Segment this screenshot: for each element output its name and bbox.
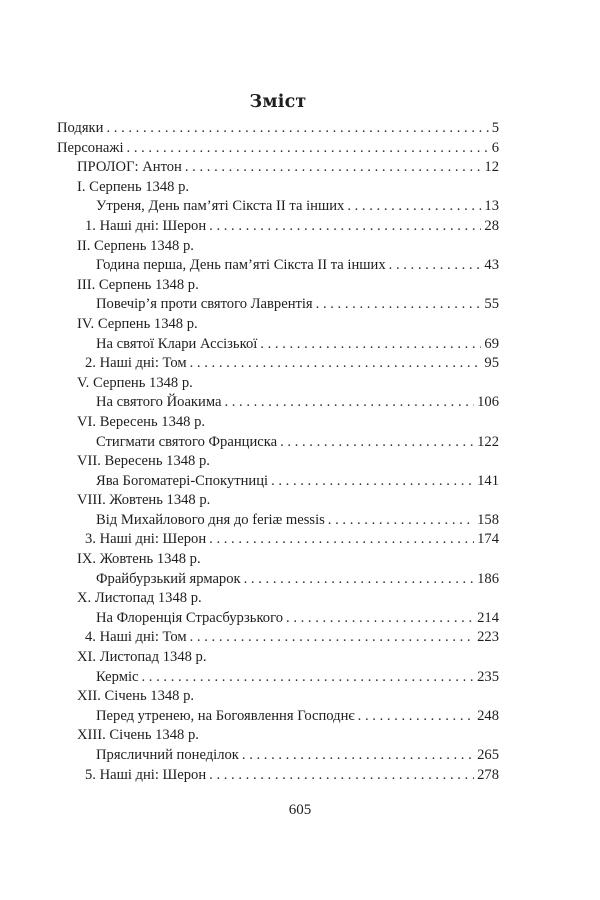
toc-entry: [57, 511, 499, 531]
toc-section-heading: [57, 178, 499, 198]
toc-entry: [57, 217, 499, 237]
toc-entry: [57, 609, 499, 629]
dot-leader: [185, 158, 482, 178]
toc-entry-label: Фрайбурзький ярмарок: [96, 570, 241, 587]
toc-entry-label: Персонажі: [57, 139, 124, 156]
page-title: Зміст: [249, 92, 307, 112]
toc-section-heading: [57, 550, 499, 570]
page-number: 605: [288, 802, 312, 818]
toc-entry-label: 4. Наші дні: Том: [85, 629, 187, 646]
toc-entry: [57, 393, 499, 413]
toc-entry: [57, 158, 499, 178]
toc-page: [57, 92, 499, 785]
toc-entry-label: VI. Вересень 1348 р.: [77, 413, 206, 430]
toc-entry: [57, 295, 499, 315]
toc-entry-label: На святої Клари Ассізької: [96, 335, 258, 352]
dot-leader: [316, 295, 482, 315]
toc-entry-label: Повечір’я проти святого Лаврентія: [96, 296, 313, 313]
toc-entry-page: 12: [484, 159, 499, 176]
toc-entry: [57, 530, 499, 550]
toc-entry: [57, 472, 499, 492]
dot-leader: [244, 570, 474, 590]
toc-entry-label: Подяки: [57, 120, 104, 136]
toc-section-heading: [57, 374, 499, 394]
toc-entry: [57, 746, 499, 766]
toc-entry-page: 69: [484, 335, 499, 352]
toc-entry-label: 5. Наші дні: Шерон: [85, 766, 207, 783]
toc-entry-label: III. Серпень 1348 р.: [77, 276, 199, 293]
toc-entry-label: VII. Вересень 1348 р.: [77, 453, 210, 470]
toc-entry-label: На святого Йоакима: [96, 394, 222, 411]
toc-entry-label: Прясличний понеділок: [96, 747, 239, 763]
toc-entry-page: 106: [477, 394, 499, 411]
dot-leader: [224, 393, 474, 413]
toc-entry: [57, 335, 499, 355]
toc-entry-label: Година перша, День пам’яті Сікста II та інших: [96, 257, 386, 274]
toc-entry: [57, 433, 499, 453]
toc-entry-label: IV. Серпень 1348 р.: [77, 315, 198, 332]
toc-entry-page: 28: [484, 217, 499, 234]
toc-entry: [57, 668, 499, 688]
toc-entry-label: На Флоренція Страсбурзького: [96, 609, 284, 626]
toc-entry: [57, 197, 499, 217]
toc-section-heading: [57, 237, 499, 257]
toc-entry-page: 235: [477, 668, 499, 685]
dot-leader: [106, 119, 488, 139]
toc-entry-page: 13: [484, 198, 499, 215]
toc-section-heading: [57, 413, 499, 433]
toc-entry-label: II. Серпень 1348 р.: [77, 237, 194, 254]
dot-leader: [209, 766, 474, 786]
toc-entry-label: 2. Наші дні: Том: [85, 355, 187, 372]
toc-entry-page: 5: [491, 120, 499, 136]
toc-entry-page: 214: [477, 609, 499, 626]
toc-entry-page: 223: [477, 629, 499, 646]
dot-leader: [242, 746, 474, 766]
dot-leader: [347, 197, 481, 217]
dot-leader: [209, 217, 481, 237]
toc-entry-label: XIII. Січень 1348 р.: [77, 727, 199, 744]
toc-entry: [57, 766, 499, 786]
toc-section-heading: [57, 589, 499, 609]
dot-leader: [328, 511, 474, 531]
toc-entry: [57, 570, 499, 590]
toc-section-heading: [57, 315, 499, 335]
toc-entry: [57, 628, 499, 648]
dot-leader: [190, 628, 474, 648]
toc-entry-label: Керміс: [96, 668, 139, 685]
toc-entry-page: 248: [477, 707, 499, 724]
dot-leader: [271, 472, 474, 492]
toc-entry-page: 6: [491, 139, 499, 156]
toc-section-heading: [57, 276, 499, 296]
toc-entry-label: XI. Листопад 1348 р.: [77, 649, 207, 666]
toc-entry-page: 158: [477, 511, 499, 528]
toc-section-heading: [57, 491, 499, 511]
toc-entry-label: V. Серпень 1348 р.: [77, 374, 193, 391]
toc-entry-label: X. Листопад 1348 р.: [77, 590, 202, 607]
toc-entry-page: 43: [484, 257, 499, 274]
toc-entry-label: 3. Наші дні: Шерон: [85, 531, 207, 548]
toc-entry-page: 278: [477, 766, 499, 783]
toc-entry-label: Стигмати святого Франциска: [96, 433, 278, 450]
dot-leader: [286, 609, 474, 629]
toc-entry-label: Перед утренею, на Богоявлення Господнє: [96, 707, 355, 724]
dot-leader: [190, 354, 482, 374]
toc-entry: [57, 119, 499, 139]
toc-entry-page: 95: [484, 355, 499, 372]
dot-leader: [209, 530, 474, 550]
toc-entry: [57, 139, 499, 159]
toc-entry-label: Ява Богоматері-Спокутниці: [96, 472, 269, 489]
toc-entry-label: VIII. Жовтень 1348 р.: [77, 492, 211, 509]
dot-leader: [389, 256, 482, 276]
dot-leader: [358, 707, 474, 727]
toc-entry-label: I. Серпень 1348 р.: [77, 178, 190, 195]
toc-entry: [57, 707, 499, 727]
toc-entry-page: 174: [477, 531, 499, 548]
toc-entry-page: 265: [477, 747, 499, 763]
dot-leader: [127, 139, 489, 159]
toc-entry-page: 186: [477, 570, 499, 587]
toc-section-heading: [57, 687, 499, 707]
toc-entry-label: Утреня, День пам’яті Сікста II та інших: [96, 198, 345, 215]
toc-entry-label: ПРОЛОГ: Антон: [77, 159, 182, 176]
dot-leader: [142, 668, 475, 688]
dot-leader: [260, 335, 481, 355]
toc-entry-page: 55: [484, 296, 499, 313]
dot-leader: [280, 433, 474, 453]
toc-entry-label: XII. Січень 1348 р.: [77, 688, 195, 705]
toc-list: [57, 119, 499, 785]
toc-entry-page: 122: [477, 433, 499, 450]
toc-entry: [57, 256, 499, 276]
toc-entry-label: IX. Жовтень 1348 р.: [77, 551, 201, 568]
toc-section-heading: [57, 648, 499, 668]
toc-entry-label: 1. Наші дні: Шерон: [85, 217, 207, 234]
toc-entry: [57, 354, 499, 374]
toc-entry-page: 141: [477, 472, 499, 489]
toc-entry-label: Від Михайлового дня до feriæ messis: [96, 511, 325, 528]
toc-section-heading: [57, 452, 499, 472]
toc-section-heading: [57, 726, 499, 746]
